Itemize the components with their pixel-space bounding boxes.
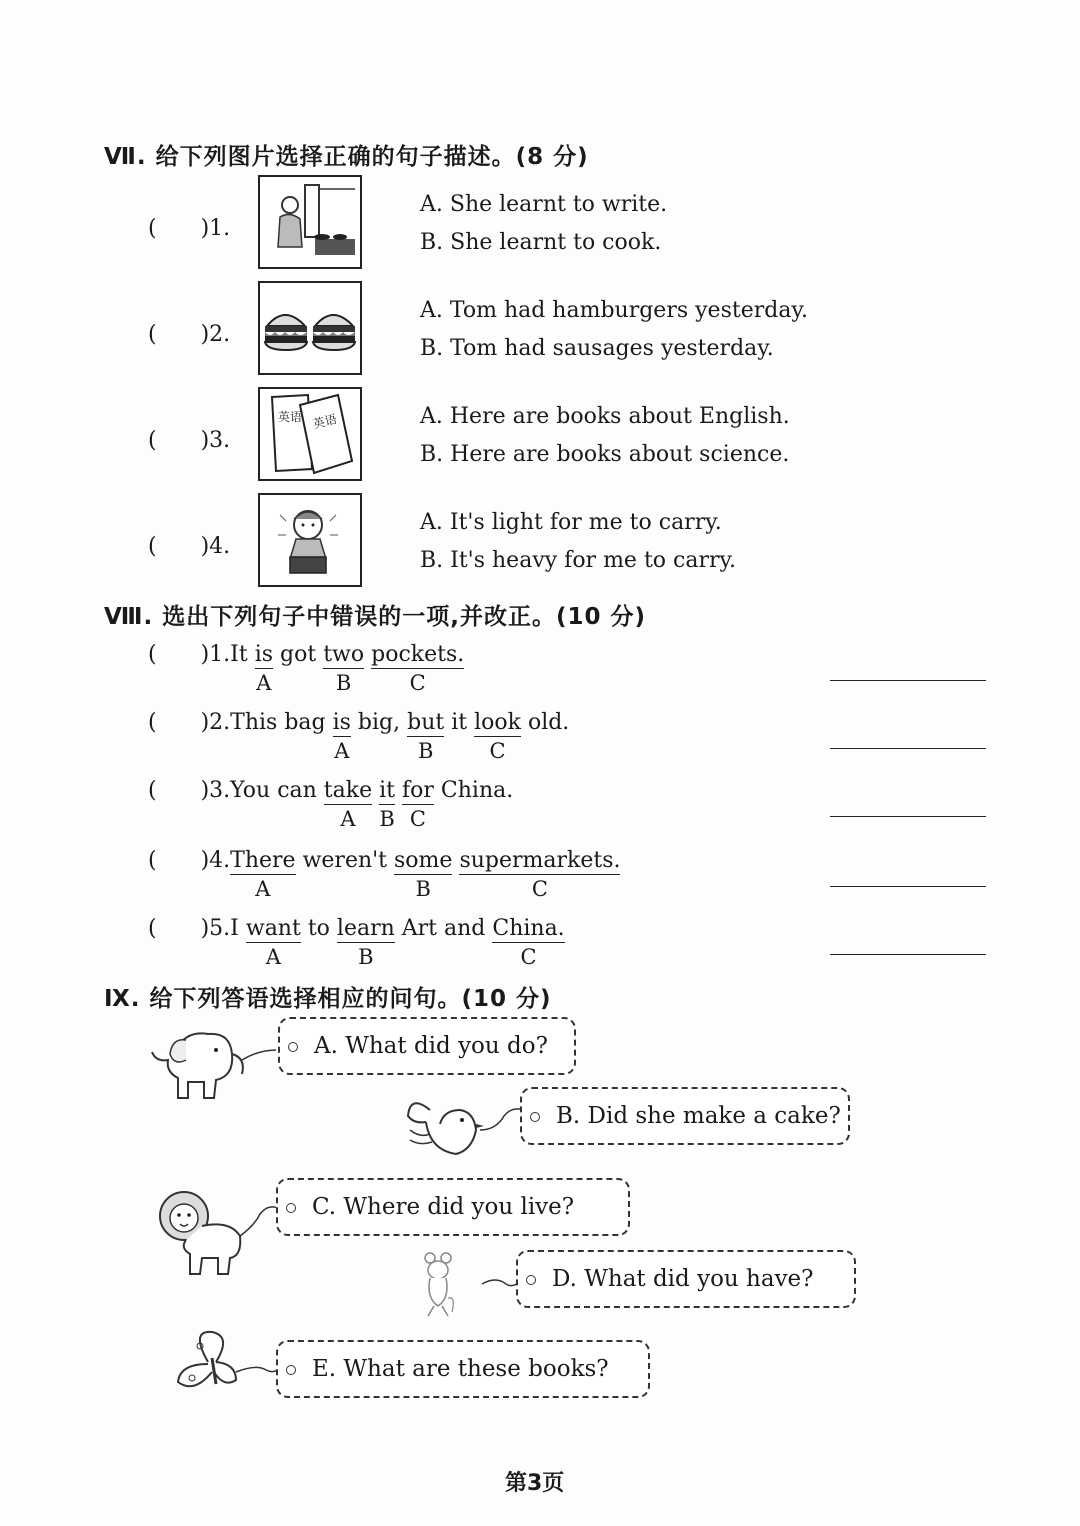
correction-blank-3[interactable] xyxy=(830,816,986,817)
underlined-part-a: take A xyxy=(323,778,373,831)
question-bubble-d xyxy=(516,1250,856,1308)
sentence-text: This bag xyxy=(230,710,333,735)
answer-bracket[interactable]: ( )2. xyxy=(148,710,231,735)
hamburgers-picture xyxy=(258,281,362,375)
english-books-picture xyxy=(258,387,362,481)
underlined-part-a: There A xyxy=(230,848,296,901)
bubble-connector-dot xyxy=(288,1042,298,1052)
underlined-part-a: is A xyxy=(254,642,274,695)
sentence-text: big, xyxy=(350,710,408,735)
bubble-text: A. What did you do? xyxy=(314,1033,548,1059)
sentence-text xyxy=(364,642,371,667)
option-a: A. Tom had hamburgers yesterday. xyxy=(420,298,808,323)
option-b: B. Tom had sausages yesterday. xyxy=(420,336,774,361)
answer-bracket[interactable]: ( )5. xyxy=(148,916,231,941)
elephant-illustration xyxy=(146,1020,276,1104)
correction-blank-4[interactable] xyxy=(830,886,986,887)
s8-question-3 xyxy=(148,773,514,831)
bubble-connector-dot xyxy=(526,1275,536,1285)
underlined-part-b: but B xyxy=(407,710,445,763)
s8-question-4 xyxy=(148,843,621,901)
underlined-part-b: learn B xyxy=(336,916,395,969)
underlined-part-c: for C xyxy=(402,778,434,831)
underlined-part-c: pockets. C xyxy=(371,642,465,695)
answer-bracket[interactable]: ( )3. xyxy=(148,428,231,453)
book-label-1: 英语 xyxy=(278,410,303,424)
underlined-part-a: is A xyxy=(332,710,351,763)
question-bubble-c xyxy=(276,1178,630,1236)
question-bubble-a xyxy=(278,1017,576,1075)
section-8-title: Ⅷ. 选出下列句子中错误的一项,并改正。(10 分) xyxy=(104,604,646,630)
option-a: A. She learnt to write. xyxy=(420,192,668,217)
sentence-text: it xyxy=(444,710,475,735)
answer-bracket[interactable]: ( )4. xyxy=(148,848,231,873)
answer-bracket[interactable]: ( )3. xyxy=(148,778,231,803)
s8-question-5 xyxy=(148,911,565,969)
bubble-text: E. What are these books? xyxy=(312,1356,609,1382)
question-bubble-e xyxy=(276,1340,650,1398)
page-number: 第3页 xyxy=(505,1471,565,1496)
answer-bracket[interactable]: ( )2. xyxy=(148,322,231,347)
section-9-title: Ⅸ. 给下列答语选择相应的问句。(10 分) xyxy=(104,986,552,1012)
bird-illustration xyxy=(400,1090,524,1170)
section-7-title: Ⅶ. 给下列图片选择正确的句子描述。(8 分) xyxy=(104,144,589,170)
correction-blank-1[interactable] xyxy=(830,680,986,681)
sentence-text xyxy=(372,778,379,803)
bubble-connector-dot xyxy=(530,1112,540,1122)
butterfly-illustration xyxy=(170,1328,280,1398)
answer-bracket[interactable]: ( )4. xyxy=(148,534,231,559)
sentence-text: China. xyxy=(433,778,514,803)
sentence-text: I xyxy=(230,916,246,941)
correction-blank-2[interactable] xyxy=(830,748,986,749)
woman-cooking-picture xyxy=(258,175,362,269)
sentence-text: Art and xyxy=(394,916,493,941)
girl-carrying-box-picture xyxy=(258,493,362,587)
correction-blank-5[interactable] xyxy=(830,954,986,955)
option-a: A. It's light for me to carry. xyxy=(420,510,722,535)
sentence-text: to xyxy=(300,916,337,941)
underlined-part-b: two B xyxy=(323,642,365,695)
s8-question-1 xyxy=(148,637,465,695)
underlined-part-a: want A xyxy=(245,916,301,969)
underlined-part-c: look C xyxy=(474,710,521,763)
option-b: B. Here are books about science. xyxy=(420,442,790,467)
question-bubble-b xyxy=(520,1087,850,1145)
book-label-2: 英语 xyxy=(311,411,339,432)
answer-bracket[interactable]: ( )1. xyxy=(148,216,231,241)
lion-illustration xyxy=(150,1186,278,1282)
sentence-text: weren't xyxy=(295,848,395,873)
mouse-illustration xyxy=(416,1248,520,1322)
bubble-connector-dot xyxy=(286,1203,296,1213)
option-b: B. It's heavy for me to carry. xyxy=(420,548,736,573)
option-b: B. She learnt to cook. xyxy=(420,230,662,255)
sentence-text: It xyxy=(230,642,255,667)
sentence-text: You can xyxy=(230,778,324,803)
sentence-text: got xyxy=(273,642,324,667)
bubble-text: B. Did she make a cake? xyxy=(556,1103,841,1129)
s8-question-2 xyxy=(148,705,570,763)
bubble-connector-dot xyxy=(286,1365,296,1375)
option-a: A. Here are books about English. xyxy=(420,404,790,429)
underlined-part-c: supermarkets. C xyxy=(459,848,621,901)
answer-bracket[interactable]: ( )1. xyxy=(148,642,231,667)
underlined-part-b: some B xyxy=(394,848,453,901)
underlined-part-b: it B xyxy=(379,778,395,831)
sentence-text xyxy=(395,778,402,803)
sentence-text xyxy=(452,848,459,873)
bubble-text: D. What did you have? xyxy=(552,1266,814,1292)
bubble-text: C. Where did you live? xyxy=(312,1194,575,1220)
underlined-part-c: China. C xyxy=(492,916,565,969)
sentence-text: old. xyxy=(520,710,570,735)
